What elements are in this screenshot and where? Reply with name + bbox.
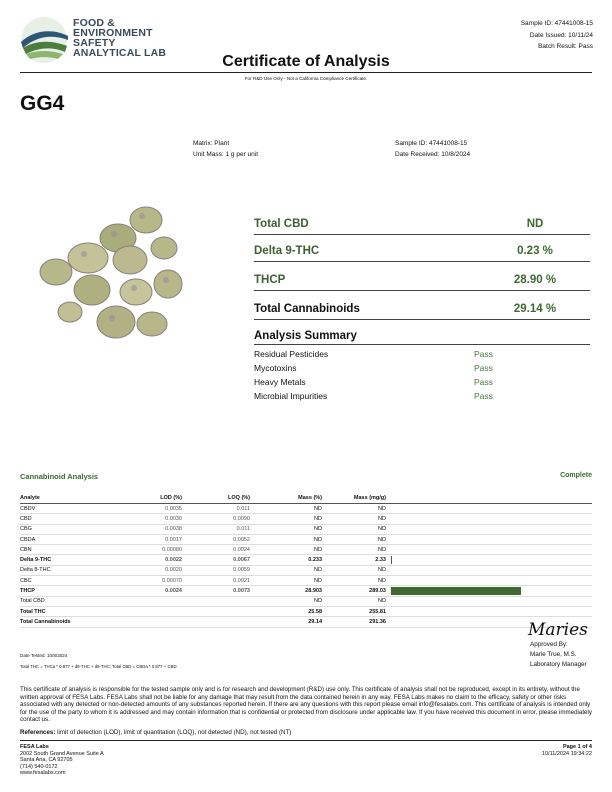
cell-name: Delta 9-THC [20,557,52,564]
cell-loq: 0.0024 [233,546,250,553]
table-row [20,555,592,565]
date-received: Date Received: 10/8/2024 [395,151,471,158]
cell-mmg: ND [378,567,386,574]
footer-page-info: Page 1 of 4 10/11/2024 19:34:22 [541,744,592,757]
cell-mmg: ND [378,598,386,605]
summary-row-thcp [254,274,590,291]
product-name: GG4 [20,92,65,115]
product-meta-right [395,138,470,160]
cell-mpct: ND [314,577,322,584]
table-row [20,504,592,514]
cell-mmg: 289.03 [369,588,386,595]
summary-label: Delta 9-THC [254,245,320,257]
cell-lod: 0.00070 [162,577,182,584]
summary-value: 29.14 % [513,303,557,315]
cell-name: CBC [20,577,32,584]
cell-lod: 0.0030 [165,515,182,522]
cell-name: THCP [20,588,35,595]
analysis-row: Heavy Metals Pass [254,377,493,387]
cell-name: CBN [20,546,32,553]
cell-mpct: ND [314,546,322,553]
table-row [20,576,592,586]
summary-value: 0.23 % [517,245,553,257]
cell-name: Total THC [20,608,46,615]
footer-address: FESA Labs 2002 South Grand Avenue Suite A Santa Ana, CA 92705 (714) 540-0172 www.fesalabs.com [20,744,104,776]
table-row [20,566,592,576]
mass-bar [391,587,521,595]
cell-mpct: ND [314,536,322,543]
summary-label: THCP [254,274,286,286]
matrix: Matrix: Plant [193,140,230,147]
page-title: Certificate of Analysis [222,53,390,70]
cell-mmg: ND [378,536,386,543]
cannabinoid-table [20,493,592,628]
cannabinoid-analysis-title: Cannabinoid Analysis [20,472,99,481]
table-row [20,535,592,545]
cell-loq: 0.0090 [233,515,250,522]
cell-mmg: ND [378,515,386,522]
footer-divider [20,740,592,741]
cell-loq: 0.0067 [233,557,250,564]
cell-mpct: 25.58 [308,608,322,615]
cell-lod: 0.0024 [165,588,182,595]
summary-label: Total CBD [254,218,309,230]
mass-bar [391,556,392,564]
cell-name: CBD [20,515,32,522]
summary-value: 28.90 % [513,274,557,286]
cell-name: CBDA [20,536,36,543]
analysis-summary-title: Analysis Summary [254,330,590,345]
references: References: limit of detection (LOD), limit of quantitation (LOQ), not detected (ND), not tested (NT) [20,729,292,736]
product-sample-id: Sample ID: 47441008-15 [395,140,468,147]
summary-row-total-cbd [254,218,590,235]
status-badge: Complete [560,472,592,479]
analysis-row: Residual Pesticides Pass [254,349,493,359]
table-row [20,514,592,524]
header-date-issued: Date Issued: 10/11/24 [529,31,593,39]
approval-block: Approved By: Marie True, M.S. Laboratory Manager [530,641,587,668]
table-row [20,586,592,596]
cell-mpct: ND [314,505,322,512]
cell-mmg: 255.81 [369,608,386,615]
total-formula: Total THC = THCa * 0.877 + d9-THC + d8-THC; Total CBD = CBDa * 0.877 + CBD [20,664,177,669]
cell-mpct: 28.903 [305,588,322,595]
cell-lod: 0.0017 [165,536,182,543]
cell-lod: 0.0038 [165,526,182,533]
table-header-row: Analyte LOD (%) LOQ (%) Mass (%) Mass (mg/g) [20,493,592,504]
signature: Maries [528,620,588,640]
product-meta-left [193,138,258,160]
logo-text: FOOD & ENVIRONMENT SAFETY ANALYTICAL LAB [73,17,167,59]
header-meta [521,18,593,53]
cell-loq: 0.0073 [233,588,250,595]
analysis-row: Mycotoxins Pass [254,363,493,373]
header-batch-result: Batch Result: Pass [538,43,593,50]
cell-mpct: ND [314,598,322,605]
header-sample-id: Sample ID: 47441008-15 [520,20,593,27]
cell-loq: 0.0021 [233,577,250,584]
summary-label: Total Cannabinoids [254,303,360,315]
cell-mpct: 29.14 [308,618,322,625]
cell-loq: 0.011 [236,526,250,533]
cell-mpct: ND [314,567,322,574]
cell-mmg: ND [378,505,386,512]
cell-mmg: 291.36 [369,618,386,625]
cell-name: CBDV [20,505,36,512]
table-row [20,607,592,617]
cell-mmg: ND [378,546,386,553]
page-subtitle: For R&D Use Only - Not a California Compliance Certificate. [244,76,368,81]
summary-row-total-cannabinoids [254,303,590,320]
cell-mpct: ND [314,526,322,533]
cell-name: Total CBD [20,598,45,605]
cell-mmg: ND [378,577,386,584]
cell-lod: 0.0020 [165,567,182,574]
analysis-row: Microbial Impurities Pass [254,391,493,401]
table-row [20,617,592,627]
table-row [20,545,592,555]
cell-lod: 0.0035 [165,505,182,512]
cell-mpct: 0.233 [308,557,322,564]
cell-name: Delta 8-THC [20,567,51,574]
unit-mass: Unit Mass: 1 g per unit [193,151,259,158]
cell-loq: 0.0052 [233,536,250,543]
cell-mmg: ND [378,526,386,533]
cell-name: CBG [20,526,32,533]
title-divider [20,72,592,73]
cell-lod: 0.0022 [165,557,182,564]
cell-mpct: ND [314,515,322,522]
cell-name: Total Cannabinoids [20,618,71,625]
date-tested: Date Tested: 10/8/2024 [20,653,68,658]
product-photo [18,200,208,350]
cell-lod: 0.00080 [162,546,182,553]
summary-row-delta9 [254,245,590,262]
cell-loq: 0.0059 [233,567,250,574]
summary-value: ND [526,218,544,230]
table-row [20,597,592,607]
disclaimer: This certificate of analysis is responsible for the tested sample only and is for research and development (R&D) use only. This certificate of analysis shall not be reproduced, except in its entirety, without the written approval of FESA Labs. FESA Labs shall not be liable for any damage that may result from the data contained herein in any way. FESA Labs makes no claim to the efficacy, safety or other risks associated with any detected or non-detected amounts of any substances reported herein. If there are any questions with this report please email info@fesalabs.com. This certificate of analysis is intended only for the use of the party to whom it is addressed and may contain information that is confidential or protected from disclosure under applicable law. If you have received this document in error, please immediately contact us. [20,686,592,724]
cell-loq: 0.011 [236,505,250,512]
cell-mmg: 2.33 [375,557,386,564]
table-row [20,525,592,535]
